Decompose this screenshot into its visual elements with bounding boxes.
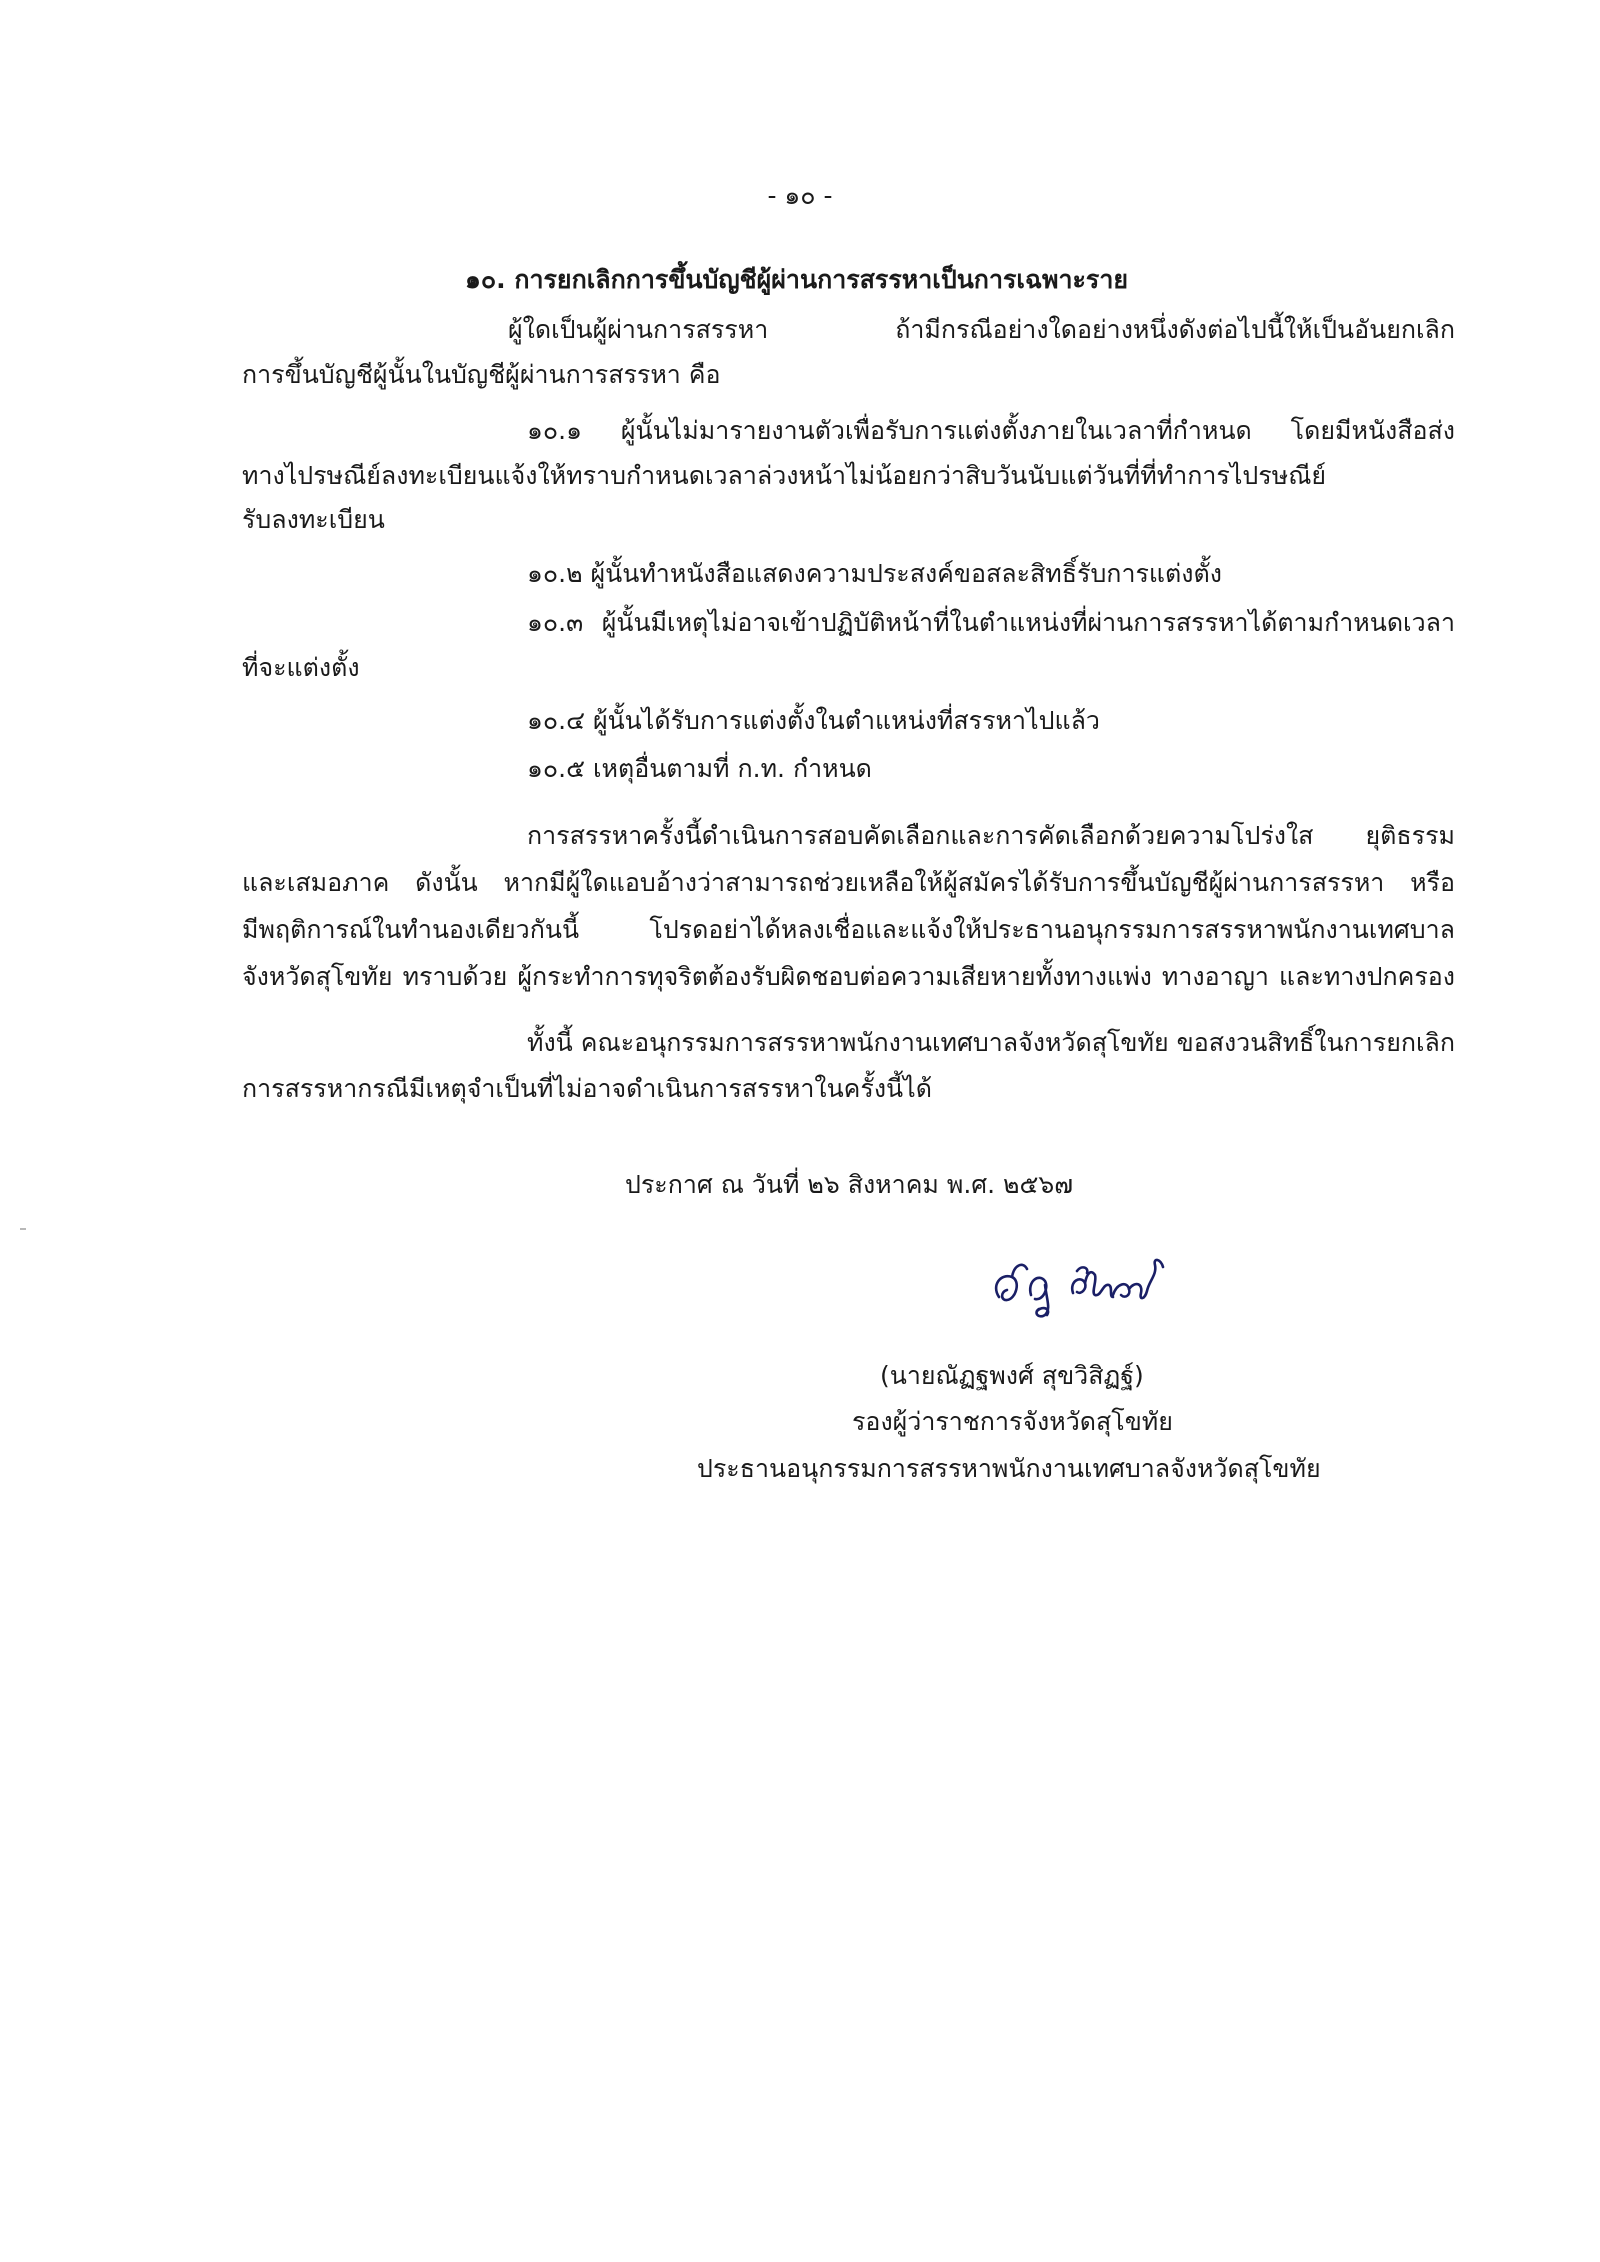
transparency-line-2: และเสมอภาค ดังนั้น หากมีผู้ใดแอบอ้างว่าสามารถช่วยเหลือให้ผู้สมัครได้รับการขึ้นบัญชีผู้ผ่านการสรรหา หรือ <box>242 868 1455 897</box>
scan-mark <box>20 1228 26 1230</box>
item-3-line-2: ที่จะแต่งตั้ง <box>242 653 360 682</box>
item-5: ๑๐.๕ เหตุอื่นตามที่ ก.ท. กำหนด <box>527 754 872 783</box>
intro-line-1: ผู้ใดเป็นผู้ผ่านการสรรหา ถ้ามีกรณีอย่างใดอย่างหนึ่งดังต่อไปนี้ให้เป็นอันยกเลิก <box>508 315 1455 344</box>
reservation-line-1: ทั้งนี้ คณะอนุกรรมการสรรหาพนักงานเทศบาลจังหวัดสุโขทัย ขอสงวนสิทธิ์ในการยกเลิก <box>527 1028 1455 1057</box>
item-3-line-1: ๑๐.๓ ผู้นั้นมีเหตุไม่อาจเข้าปฏิบัติหน้าที่ในตำแหน่งที่ผ่านการสรรหาได้ตามกำหนดเวลา <box>527 608 1455 637</box>
transparency-line-3: มีพฤติการณ์ในทำนองเดียวกันนี้ โปรดอย่าได้หลงเชื่อและแจ้งให้ประธานอนุกรรมการสรรหาพนักงานเทศบาล <box>242 915 1455 944</box>
item-2: ๑๐.๒ ผู้นั้นทำหนังสือแสดงความประสงค์ขอสละสิทธิ์รับการแต่งตั้ง <box>527 559 1222 588</box>
reservation-line-2: การสรรหากรณีมีเหตุจำเป็นที่ไม่อาจดำเนินการสรรหาในครั้งนี้ได้ <box>242 1074 932 1103</box>
signatory-name: (นายณัฏฐพงศ์ สุขวิสิฏฐ์) <box>880 1361 1144 1390</box>
page-number: - ๑๐ - <box>767 181 833 210</box>
transparency-line-1: การสรรหาครั้งนี้ดำเนินการสอบคัดเลือกและการคัดเลือกด้วยความโปร่งใส ยุติธรรม <box>527 821 1455 850</box>
item-1-line-1: ๑๐.๑ ผู้นั้นไม่มารายงานตัวเพื่อรับการแต่งตั้งภายในเวลาที่กำหนด โดยมีหนังสือส่ง <box>527 416 1455 445</box>
signatory-position: รองผู้ว่าราชการจังหวัดสุโขทัย <box>852 1407 1173 1436</box>
intro-line-2: การขึ้นบัญชีผู้นั้นในบัญชีผู้ผ่านการสรรหา คือ <box>242 360 721 389</box>
item-4: ๑๐.๔ ผู้นั้นได้รับการแต่งตั้งในตำแหน่งที่สรรหาไปแล้ว <box>527 706 1100 735</box>
signatory-role: ประธานอนุกรรมการสรรหาพนักงานเทศบาลจังหวัดสุโขทัย <box>697 1454 1321 1483</box>
announcement-date: ประกาศ ณ วันที่ ๒๖ สิงหาคม พ.ศ. ๒๕๖๗ <box>625 1170 1074 1199</box>
transparency-line-4: จังหวัดสุโขทัย ทราบด้วย ผู้กระทำการทุจริตต้องรับผิดชอบต่อความเสียหายทั้งทางแพ่ง ทางอาญา และทางปกครอง <box>242 962 1455 991</box>
section-heading: ๑๐. การยกเลิกการขึ้นบัญชีผู้ผ่านการสรรหาเป็นการเฉพาะราย <box>465 265 1129 294</box>
item-1-line-2: ทางไปรษณีย์ลงทะเบียนแจ้งให้ทราบกำหนดเวลาล่วงหน้าไม่น้อยกว่าสิบวันนับแต่วันที่ที่ทำการไปรษณีย์ <box>242 461 1327 490</box>
item-1-line-3: รับลงทะเบียน <box>242 505 385 534</box>
signature-image <box>985 1245 1185 1325</box>
